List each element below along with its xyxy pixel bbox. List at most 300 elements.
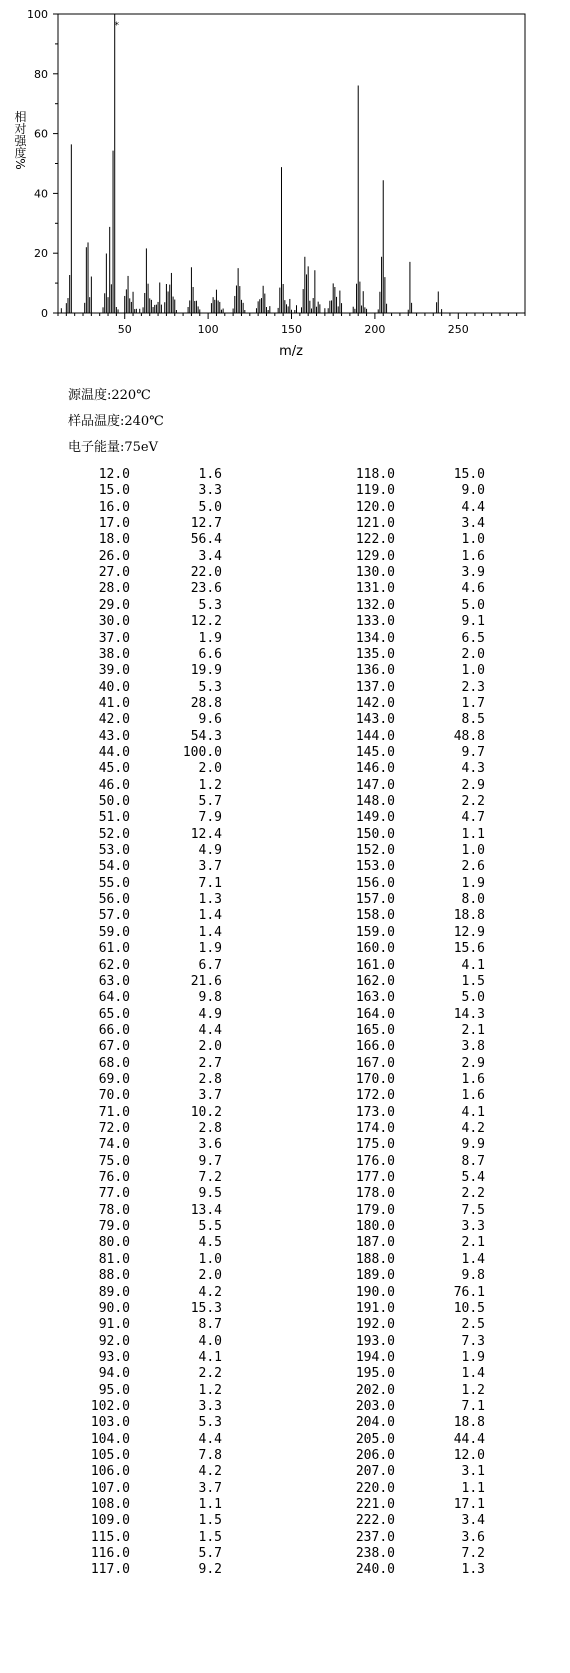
mz-value: 119.0: [355, 483, 395, 499]
table-row: [0, 1333, 570, 1350]
table-row: [0, 499, 570, 516]
mz-value: 205.0: [355, 1431, 395, 1447]
mz-value: 63.0: [98, 973, 130, 989]
intensity-value: 12.7: [190, 516, 222, 532]
table-row: [0, 957, 570, 974]
mz-value: 131.0: [355, 581, 395, 597]
intensity-value: 100.0: [182, 744, 222, 760]
intensity-value: 3.1: [461, 1464, 485, 1480]
mz-value: 194.0: [355, 1349, 395, 1365]
mz-value: 45.0: [98, 761, 130, 777]
mz-value: 78.0: [98, 1202, 130, 1218]
table-row: [0, 973, 570, 990]
intensity-value: 9.8: [198, 990, 222, 1006]
mz-value: 53.0: [98, 843, 130, 859]
mz-value: 207.0: [355, 1464, 395, 1480]
mz-value: 69.0: [98, 1071, 130, 1087]
x-tick-label: 250: [447, 323, 469, 336]
intensity-value: 3.4: [461, 1513, 485, 1529]
intensity-value: 3.4: [198, 548, 222, 564]
intensity-value: 1.3: [461, 1562, 485, 1578]
intensity-value: 1.4: [198, 924, 222, 940]
x-axis-label: m/z: [279, 344, 303, 359]
intensity-value: 18.8: [453, 908, 485, 924]
intensity-value: 8.7: [198, 1317, 222, 1333]
mz-value: 137.0: [355, 679, 395, 695]
table-row: [0, 989, 570, 1006]
table-row: [0, 466, 570, 483]
x-tick-label: 150: [281, 323, 302, 336]
x-tick-label: 200: [364, 323, 386, 336]
intensity-value: 1.3: [198, 892, 222, 908]
mz-value: 80.0: [98, 1235, 130, 1251]
table-row: [0, 1480, 570, 1497]
mz-value: 62.0: [98, 957, 130, 973]
sample-temperature: 样品温度:240℃: [68, 414, 164, 429]
table-row: [0, 1284, 570, 1301]
table-row: [0, 1169, 570, 1186]
mz-value: 164.0: [355, 1006, 395, 1022]
intensity-value: 76.1: [453, 1284, 485, 1300]
plot-frame: [58, 14, 525, 313]
table-row: [0, 1382, 570, 1399]
mz-value: 160.0: [355, 941, 395, 957]
intensity-value: 12.9: [453, 924, 485, 940]
intensity-value: 4.2: [461, 1121, 485, 1136]
table-row: [0, 548, 570, 565]
mz-value: 39.0: [98, 663, 130, 679]
intensity-value: 12.4: [190, 826, 222, 842]
mz-value: 221.0: [355, 1497, 395, 1513]
table-row: [0, 1561, 570, 1578]
mz-value: 118.0: [355, 467, 395, 482]
mz-value: 102.0: [90, 1398, 130, 1414]
intensity-value: 1.6: [461, 548, 485, 564]
mz-value: 56.0: [98, 892, 130, 908]
intensity-value: 4.1: [461, 1104, 485, 1120]
intensity-value: 18.8: [453, 1415, 485, 1431]
intensity-value: 1.1: [198, 1497, 222, 1513]
table-row: [0, 891, 570, 908]
intensity-value: 9.6: [198, 712, 222, 728]
mz-value: 203.0: [355, 1398, 395, 1414]
intensity-value: 9.9: [461, 1137, 485, 1153]
intensity-value: 7.9: [198, 810, 222, 826]
intensity-value: 44.4: [453, 1431, 485, 1447]
table-row: [0, 630, 570, 647]
intensity-value: 3.3: [461, 1219, 485, 1235]
intensity-value: 2.2: [461, 1186, 485, 1202]
intensity-value: 1.7: [461, 695, 485, 711]
y-axis-label: 相对强度%: [13, 110, 27, 170]
mz-value: 57.0: [98, 908, 130, 924]
mz-value: 192.0: [355, 1317, 395, 1333]
mz-value: 117.0: [90, 1562, 130, 1578]
mz-value: 72.0: [98, 1121, 130, 1136]
mz-value: 115.0: [90, 1529, 130, 1545]
mz-value: 81.0: [98, 1251, 130, 1267]
table-row: [0, 1185, 570, 1202]
mz-value: 41.0: [98, 695, 130, 711]
intensity-value: 12.2: [190, 614, 222, 630]
intensity-value: 5.7: [198, 1546, 222, 1562]
table-row: [0, 1120, 570, 1137]
mz-value: 70.0: [98, 1088, 130, 1104]
intensity-value: 3.6: [198, 1137, 222, 1153]
table-row: [0, 482, 570, 499]
mz-value: 50.0: [98, 794, 130, 809]
intensity-value: 10.5: [453, 1300, 485, 1316]
mz-value: 51.0: [98, 810, 130, 826]
mz-value: 146.0: [355, 761, 395, 777]
table-row: [0, 793, 570, 810]
mz-value: 161.0: [355, 957, 395, 973]
y-tick-label: 80: [34, 67, 48, 81]
mz-value: 17.0: [98, 516, 130, 532]
mz-value: 130.0: [355, 565, 395, 581]
table-row: [0, 662, 570, 679]
mz-value: 149.0: [355, 810, 395, 826]
mz-value: 237.0: [355, 1529, 395, 1545]
mz-value: 157.0: [355, 892, 395, 908]
mz-value: 150.0: [355, 826, 395, 842]
table-row: [0, 695, 570, 712]
mz-value: 167.0: [355, 1055, 395, 1071]
intensity-value: 1.1: [461, 826, 485, 842]
table-row: [0, 940, 570, 957]
mz-value: 46.0: [98, 777, 130, 793]
intensity-value: 8.5: [461, 712, 485, 728]
table-row: [0, 826, 570, 843]
table-row: [0, 1071, 570, 1088]
mz-value: 68.0: [98, 1055, 130, 1071]
intensity-value: 4.1: [198, 1349, 222, 1365]
mz-value: 52.0: [98, 826, 130, 842]
table-row: [0, 1496, 570, 1513]
mz-value: 202.0: [355, 1382, 395, 1398]
electron-energy: 电子能量:75eV: [68, 440, 159, 455]
intensity-value: 5.5: [198, 1219, 222, 1235]
intensity-value: 23.6: [190, 581, 222, 597]
intensity-value: 1.0: [461, 663, 485, 679]
mz-value: 107.0: [90, 1480, 130, 1496]
mz-value: 159.0: [355, 924, 395, 940]
intensity-value: 9.2: [198, 1562, 222, 1578]
intensity-value: 2.0: [461, 646, 485, 662]
table-row: [0, 1414, 570, 1431]
intensity-value: 19.9: [190, 663, 222, 679]
intensity-value: 1.0: [461, 843, 485, 859]
mz-value: 89.0: [98, 1284, 130, 1300]
intensity-value: 7.3: [461, 1333, 485, 1349]
intensity-value: 9.8: [461, 1268, 485, 1284]
intensity-value: 6.6: [198, 646, 222, 662]
intensity-value: 5.0: [461, 990, 485, 1006]
source-temperature: 源温度:220℃: [68, 388, 151, 403]
mz-value: 74.0: [98, 1137, 130, 1153]
mz-value: 65.0: [98, 1006, 130, 1022]
mz-value: 120.0: [355, 499, 395, 515]
table-row: [0, 679, 570, 696]
intensity-value: 14.3: [453, 1006, 485, 1022]
mz-value: 190.0: [355, 1284, 395, 1300]
intensity-value: 6.7: [198, 957, 222, 973]
mz-value: 55.0: [98, 875, 130, 891]
mz-value: 145.0: [355, 744, 395, 760]
mz-value: 38.0: [98, 646, 130, 662]
intensity-value: 1.4: [461, 1366, 485, 1382]
intensity-value: 9.0: [461, 483, 485, 499]
intensity-value: 4.2: [198, 1464, 222, 1480]
intensity-value: 7.1: [198, 875, 222, 891]
mz-value: 174.0: [355, 1121, 395, 1136]
mz-value: 42.0: [98, 712, 130, 728]
intensity-value: 2.2: [461, 794, 485, 809]
mz-value: 122.0: [355, 532, 395, 548]
table-row: [0, 1218, 570, 1235]
intensity-value: 9.5: [198, 1186, 222, 1202]
table-row: [0, 1512, 570, 1529]
intensity-value: 4.2: [198, 1284, 222, 1300]
table-row: [0, 1234, 570, 1251]
table-row: [0, 1398, 570, 1415]
intensity-value: 7.1: [461, 1398, 485, 1414]
table-row: [0, 531, 570, 548]
mz-value: 18.0: [98, 532, 130, 548]
mz-value: 188.0: [355, 1251, 395, 1267]
table-row: [0, 907, 570, 924]
mz-value: 37.0: [98, 630, 130, 646]
mz-value: 191.0: [355, 1300, 395, 1316]
intensity-value: 1.1: [461, 1480, 485, 1496]
mz-value: 91.0: [98, 1317, 130, 1333]
mz-value: 152.0: [355, 843, 395, 859]
table-row: [0, 1545, 570, 1562]
intensity-value: 15.0: [453, 467, 485, 482]
intensity-value: 2.5: [461, 1317, 485, 1333]
mz-value: 12.0: [98, 467, 130, 482]
intensity-value: 3.3: [198, 1398, 222, 1414]
intensity-value: 56.4: [190, 532, 222, 548]
mz-value: 133.0: [355, 614, 395, 630]
mz-value: 40.0: [98, 679, 130, 695]
intensity-value: 4.4: [198, 1431, 222, 1447]
intensity-value: 5.0: [461, 597, 485, 613]
intensity-value: 2.6: [461, 859, 485, 875]
intensity-value: 17.1: [453, 1497, 485, 1513]
y-tick-label: 0: [41, 307, 48, 320]
table-row: [0, 711, 570, 728]
table-row: [0, 842, 570, 859]
table-row: [0, 728, 570, 745]
mz-value: 158.0: [355, 908, 395, 924]
table-row: [0, 777, 570, 794]
mz-value: 30.0: [98, 614, 130, 630]
mz-value: 28.0: [98, 581, 130, 597]
intensity-value: 5.3: [198, 597, 222, 613]
mz-value: 147.0: [355, 777, 395, 793]
table-row: [0, 1022, 570, 1039]
intensity-value: 3.6: [461, 1529, 485, 1545]
intensity-value: 54.3: [190, 728, 222, 744]
table-row: [0, 875, 570, 892]
table-row: [0, 1038, 570, 1055]
mz-value: 177.0: [355, 1170, 395, 1186]
intensity-value: 1.5: [198, 1513, 222, 1529]
mz-value: 61.0: [98, 941, 130, 957]
table-row: [0, 1463, 570, 1480]
y-tick-label: 60: [34, 127, 48, 141]
mz-value: 106.0: [90, 1464, 130, 1480]
intensity-value: 3.4: [461, 516, 485, 532]
intensity-value: 1.4: [198, 908, 222, 924]
mz-value: 104.0: [90, 1431, 130, 1447]
table-row: [0, 809, 570, 826]
intensity-value: 4.4: [461, 499, 485, 515]
mz-value: 142.0: [355, 695, 395, 711]
mz-value: 129.0: [355, 548, 395, 564]
mz-value: 95.0: [98, 1382, 130, 1398]
mz-value: 162.0: [355, 973, 395, 989]
intensity-value: 8.0: [461, 892, 485, 908]
y-tick-label: 40: [34, 187, 48, 201]
table-row: [0, 1349, 570, 1366]
mass-spectrum-chart: [0, 0, 570, 380]
intensity-value: 2.8: [198, 1121, 222, 1136]
intensity-value: 15.3: [190, 1300, 222, 1316]
intensity-value: 10.2: [190, 1104, 222, 1120]
mz-value: 153.0: [355, 859, 395, 875]
intensity-value: 8.7: [461, 1153, 485, 1169]
mz-value: 79.0: [98, 1219, 130, 1235]
mz-value: 94.0: [98, 1366, 130, 1382]
intensity-value: 4.9: [198, 843, 222, 859]
table-row: [0, 858, 570, 875]
mz-value: 135.0: [355, 646, 395, 662]
table-row: [0, 613, 570, 630]
mz-value: 92.0: [98, 1333, 130, 1349]
intensity-value: 3.3: [198, 483, 222, 499]
table-row: [0, 1300, 570, 1317]
intensity-value: 4.3: [461, 761, 485, 777]
intensity-value: 1.2: [461, 1382, 485, 1398]
intensity-value: 4.6: [461, 581, 485, 597]
mz-value: 193.0: [355, 1333, 395, 1349]
mz-value: 134.0: [355, 630, 395, 646]
table-row: [0, 515, 570, 532]
intensity-value: 21.6: [190, 973, 222, 989]
intensity-value: 5.7: [198, 794, 222, 809]
mz-value: 136.0: [355, 663, 395, 679]
mz-value: 165.0: [355, 1022, 395, 1038]
mz-value: 189.0: [355, 1268, 395, 1284]
mz-value: 116.0: [90, 1546, 130, 1562]
table-row: [0, 1136, 570, 1153]
table-row: [0, 1365, 570, 1382]
table-row: [0, 744, 570, 761]
mz-value: 64.0: [98, 990, 130, 1006]
table-row: [0, 1529, 570, 1546]
intensity-value: 28.8: [190, 695, 222, 711]
intensity-value: 5.0: [198, 499, 222, 515]
table-row: [0, 1087, 570, 1104]
mz-value: 178.0: [355, 1186, 395, 1202]
mz-value: 175.0: [355, 1137, 395, 1153]
intensity-value: 9.7: [198, 1153, 222, 1169]
mz-value: 16.0: [98, 499, 130, 515]
intensity-value: 2.0: [198, 1268, 222, 1284]
mz-value: 109.0: [90, 1513, 130, 1529]
table-row: [0, 1006, 570, 1023]
intensity-value: 2.1: [461, 1022, 485, 1038]
intensity-value: 9.7: [461, 744, 485, 760]
mz-value: 180.0: [355, 1219, 395, 1235]
intensity-value: 1.6: [198, 467, 222, 482]
mz-value: 15.0: [98, 483, 130, 499]
intensity-value: 7.5: [461, 1202, 485, 1218]
mz-value: 144.0: [355, 728, 395, 744]
mz-value: 29.0: [98, 597, 130, 613]
intensity-value: 1.6: [461, 1071, 485, 1087]
intensity-value: 4.1: [461, 957, 485, 973]
mz-value: 59.0: [98, 924, 130, 940]
intensity-value: 5.3: [198, 1415, 222, 1431]
intensity-value: 4.9: [198, 1006, 222, 1022]
mz-value: 206.0: [355, 1448, 395, 1463]
intensity-value: 1.6: [461, 1088, 485, 1104]
table-row: [0, 1431, 570, 1448]
intensity-value: 1.9: [198, 941, 222, 957]
intensity-value: 1.0: [461, 532, 485, 548]
table-row: [0, 1316, 570, 1333]
intensity-value: 48.8: [453, 728, 485, 744]
intensity-value: 4.5: [198, 1235, 222, 1251]
table-row: [0, 597, 570, 614]
intensity-value: 1.9: [461, 1349, 485, 1365]
mz-value: 156.0: [355, 875, 395, 891]
mz-value: 54.0: [98, 859, 130, 875]
intensity-value: 1.4: [461, 1251, 485, 1267]
table-row: [0, 580, 570, 597]
table-row: [0, 646, 570, 663]
mz-value: 143.0: [355, 712, 395, 728]
mz-value: 43.0: [98, 728, 130, 744]
intensity-value: 7.2: [198, 1170, 222, 1186]
mz-value: 173.0: [355, 1104, 395, 1120]
mz-value: 222.0: [355, 1513, 395, 1529]
intensity-value: 2.2: [198, 1366, 222, 1382]
intensity-value: 2.7: [198, 1055, 222, 1071]
mz-value: 220.0: [355, 1480, 395, 1496]
intensity-value: 2.0: [198, 1039, 222, 1055]
x-tick-label: 50: [117, 323, 132, 336]
mz-value: 163.0: [355, 990, 395, 1006]
mz-value: 71.0: [98, 1104, 130, 1120]
mz-value: 77.0: [98, 1186, 130, 1202]
mz-value: 132.0: [355, 597, 395, 613]
intensity-value: 2.1: [461, 1235, 485, 1251]
mz-value: 170.0: [355, 1071, 395, 1087]
table-row: [0, 1267, 570, 1284]
mz-value: 103.0: [90, 1415, 130, 1431]
mz-value: 179.0: [355, 1202, 395, 1218]
table-row: [0, 1251, 570, 1268]
mz-value: 105.0: [90, 1448, 130, 1463]
mz-value: 204.0: [355, 1415, 395, 1431]
mz-value: 195.0: [355, 1366, 395, 1382]
mz-value: 240.0: [355, 1562, 395, 1578]
mz-value: 148.0: [355, 794, 395, 809]
